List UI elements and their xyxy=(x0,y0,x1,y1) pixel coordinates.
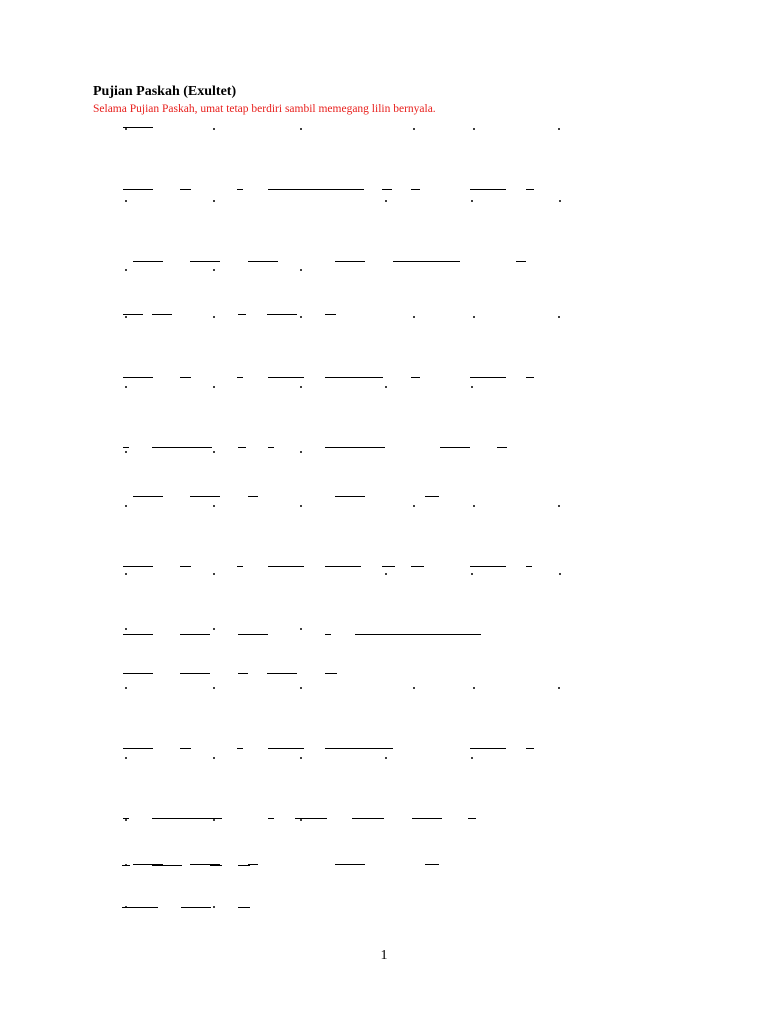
octave-dot xyxy=(125,757,127,759)
octave-dot xyxy=(213,628,215,630)
octave-dot xyxy=(125,128,127,130)
octave-dot xyxy=(300,386,302,388)
octave-dot xyxy=(558,316,560,318)
octave-dot xyxy=(300,819,302,821)
octave-dot xyxy=(213,819,215,821)
octave-dot xyxy=(125,269,127,271)
score-system xyxy=(0,305,768,375)
octave-dot xyxy=(471,200,473,202)
octave-dot xyxy=(385,386,387,388)
octave-dot xyxy=(125,386,127,388)
octave-dot xyxy=(471,757,473,759)
octave-dot xyxy=(300,505,302,507)
octave-dot xyxy=(385,757,387,759)
score-system xyxy=(0,746,768,816)
octave-dot xyxy=(473,687,475,689)
octave-dot xyxy=(558,128,560,130)
octave-dot xyxy=(473,316,475,318)
octave-dot xyxy=(125,451,127,453)
octave-dot xyxy=(385,573,387,575)
score-system xyxy=(0,117,768,187)
octave-dot xyxy=(125,573,127,575)
octave-dot xyxy=(559,573,561,575)
octave-dot xyxy=(559,200,561,202)
octave-dot xyxy=(213,386,215,388)
octave-dot xyxy=(413,687,415,689)
octave-dot xyxy=(125,200,127,202)
octave-dot xyxy=(300,628,302,630)
octave-dot xyxy=(125,316,127,318)
octave-dot xyxy=(213,316,215,318)
octave-dot xyxy=(125,819,127,821)
octave-dot xyxy=(473,505,475,507)
page-number: 1 xyxy=(380,948,388,963)
beat-bar xyxy=(152,865,182,866)
octave-dot xyxy=(125,505,127,507)
score-system xyxy=(0,676,768,746)
score-system xyxy=(0,375,768,445)
beat-bar xyxy=(238,673,248,674)
octave-dot xyxy=(213,269,215,271)
octave-dot xyxy=(300,269,302,271)
beat-bar xyxy=(122,907,158,908)
octave-dot xyxy=(300,451,302,453)
beat-bar xyxy=(238,907,250,908)
octave-dot xyxy=(125,687,127,689)
score-system xyxy=(0,189,768,259)
score-system xyxy=(0,907,768,977)
octave-dot xyxy=(471,573,473,575)
octave-dot xyxy=(471,386,473,388)
beat-bar xyxy=(267,673,297,674)
octave-dot xyxy=(213,573,215,575)
octave-dot xyxy=(300,128,302,130)
beat-bar xyxy=(325,673,337,674)
beat-bar xyxy=(210,865,222,866)
score-system xyxy=(0,494,768,564)
beat-bar xyxy=(123,673,153,674)
octave-dot xyxy=(473,128,475,130)
beat-bar xyxy=(123,127,153,128)
octave-dot xyxy=(213,757,215,759)
octave-dot xyxy=(213,451,215,453)
octave-dot xyxy=(213,505,215,507)
page-subtitle: Selama Pujian Paskah, umat tetap berdiri sambil memegang lilin bernyala. xyxy=(93,103,436,115)
octave-dot xyxy=(413,128,415,130)
octave-dot xyxy=(213,687,215,689)
octave-dot xyxy=(300,316,302,318)
octave-dot xyxy=(300,757,302,759)
octave-dot xyxy=(558,505,560,507)
octave-dot xyxy=(213,128,215,130)
beat-bar xyxy=(180,673,210,674)
octave-dot xyxy=(300,687,302,689)
octave-dot xyxy=(213,906,215,908)
octave-dot xyxy=(385,200,387,202)
beat-bar xyxy=(122,865,130,866)
octave-dot xyxy=(413,505,415,507)
beat-bar xyxy=(181,907,211,908)
octave-dot xyxy=(125,628,127,630)
octave-dot xyxy=(558,687,560,689)
octave-dot xyxy=(413,316,415,318)
page-title: Pujian Paskah (Exultet) xyxy=(93,84,237,99)
octave-dot xyxy=(213,200,215,202)
beat-bar xyxy=(238,865,250,866)
